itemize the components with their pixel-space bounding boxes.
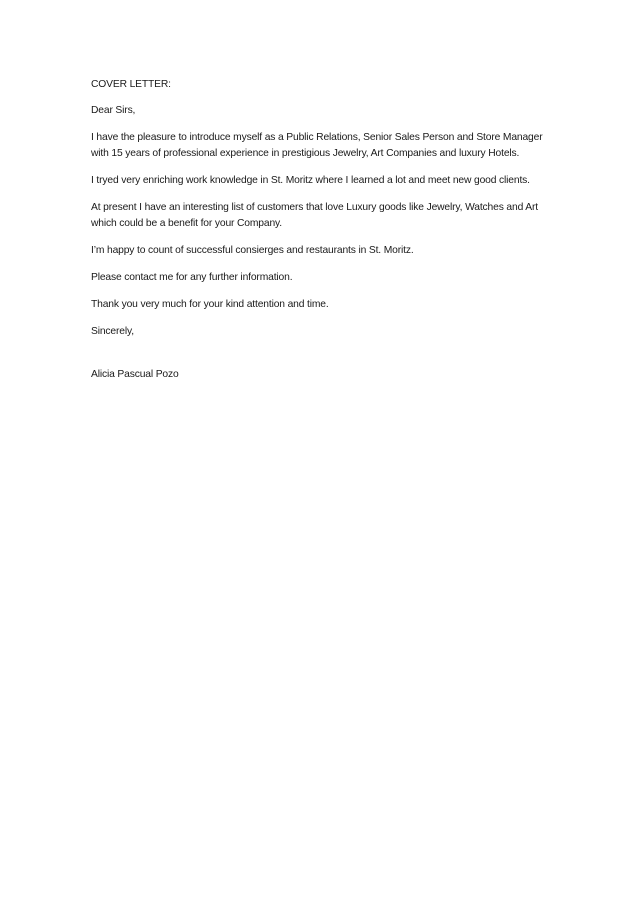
paragraph-introduction: I have the pleasure to introduce myself as a Public Relations, Senior Sales Person and Store Manager with 15 years of professional experience in prestigious Jewelry, Art Companies and luxury Hotels.	[91, 132, 543, 159]
cover-letter	[91, 77, 551, 383]
paragraph-contact-request: Please contact me for any further information.	[91, 272, 293, 283]
closing: Sincerely,	[91, 326, 134, 337]
paragraph-experience: I tryed very enriching work knowledge in St. Moritz where I learned a lot and meet new good clients.	[91, 175, 530, 186]
letter-heading: COVER LETTER:	[91, 79, 171, 90]
paragraph-customers: At present I have an interesting list of customers that love Luxury goods like Jewelry, Watches and Art which could be a benefit for your Company.	[91, 202, 538, 229]
salutation: Dear Sirs,	[91, 105, 136, 116]
paragraph-thanks: Thank you very much for your kind attention and time.	[91, 299, 329, 310]
paragraph-contacts: I’m happy to count of successful consierges and restaurants in St. Moritz.	[91, 245, 414, 256]
signature-name: Alicia Pascual Pozo	[91, 369, 179, 380]
